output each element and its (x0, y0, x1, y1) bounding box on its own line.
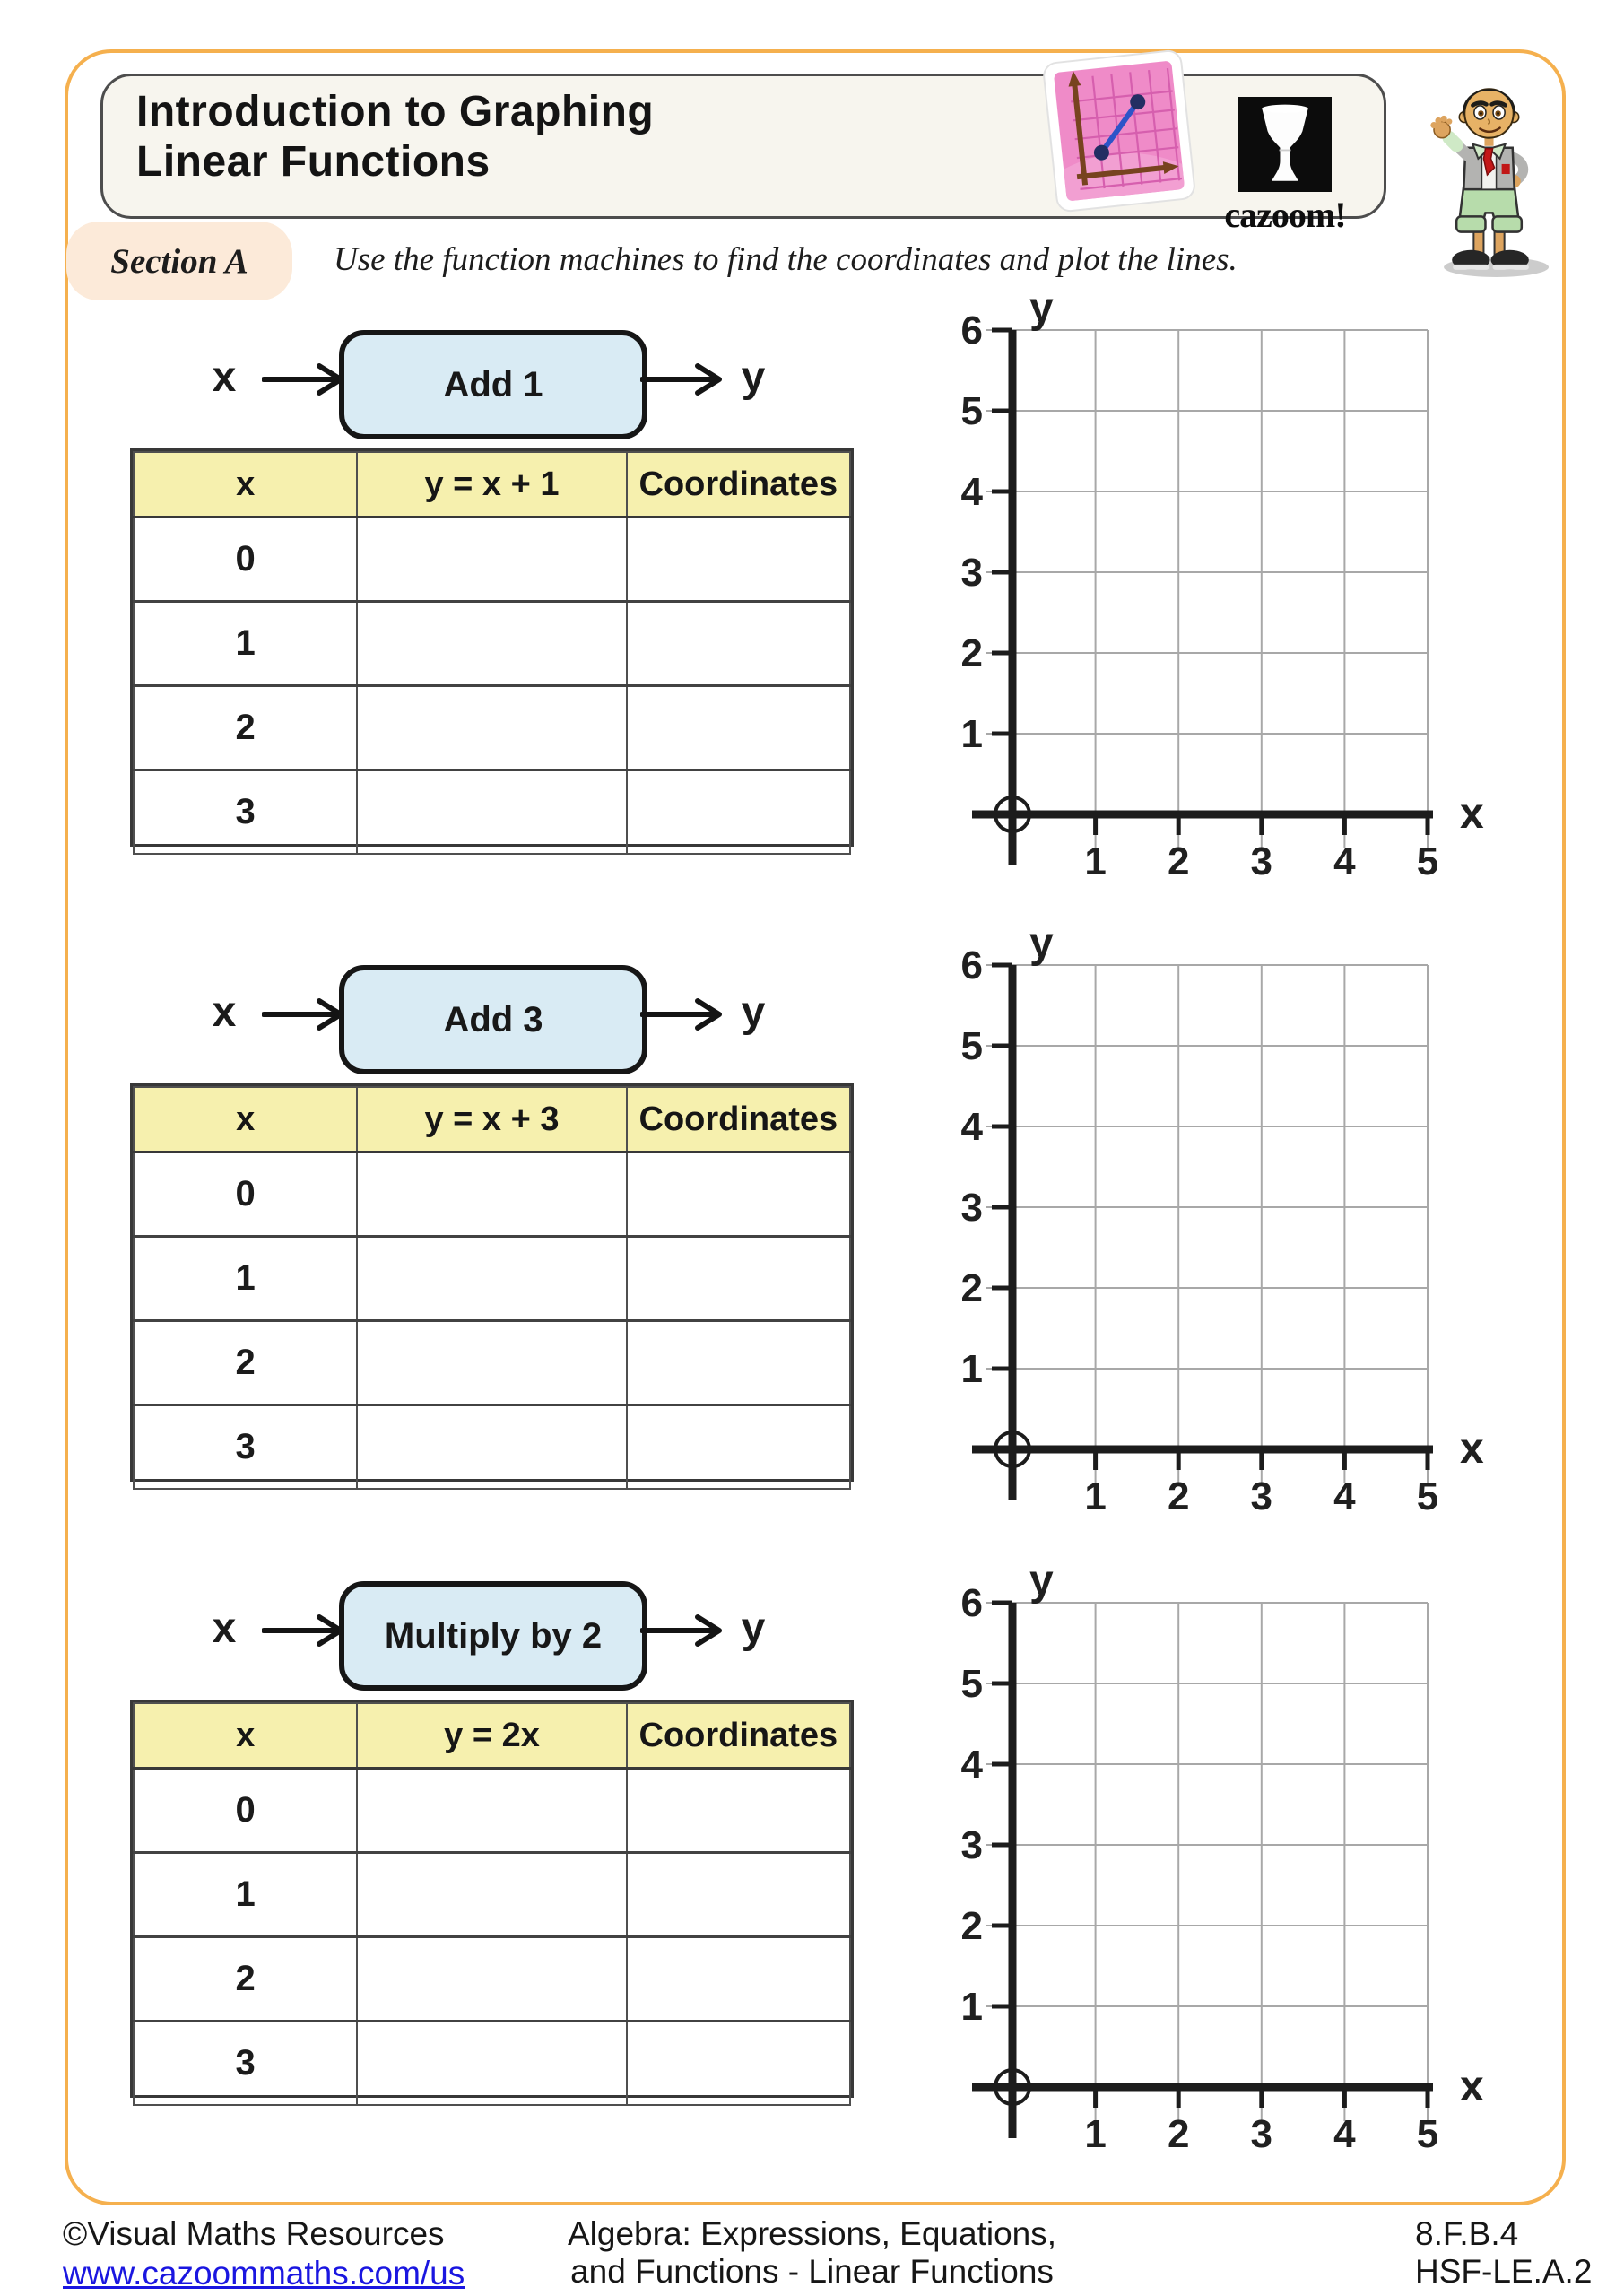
y-tick-label: 2 (960, 631, 983, 675)
table-row (134, 1769, 850, 1853)
answer-cell (357, 1937, 626, 2022)
table-row (134, 1152, 850, 1237)
x-tick-label: 2 (1167, 2112, 1190, 2156)
footer-topic-line2: and Functions - Linear Functions (570, 2253, 1054, 2290)
answer-cell (627, 2022, 850, 2106)
x-value-cell: 1 (134, 1853, 357, 1937)
table-header-x: x (134, 1703, 357, 1769)
arrow-right-icon (262, 1613, 344, 1648)
answer-cell (627, 1853, 850, 1937)
table-row (134, 1237, 850, 1321)
x-value-cell: 1 (134, 1237, 357, 1321)
answer-cell (357, 602, 626, 686)
y-tick-label: 5 (960, 1024, 983, 1068)
footer-topic-line1: Algebra: Expressions, Equations, (567, 2215, 1057, 2252)
table-row (134, 517, 850, 602)
x-value-cell: 0 (134, 1152, 357, 1237)
cazoom-logo (1218, 97, 1352, 236)
graph-card-icon (1039, 47, 1198, 215)
x-tick-label: 4 (1333, 1474, 1356, 1518)
answer-cell (627, 1769, 850, 1853)
footer-standards (1415, 2215, 1592, 2291)
coordinate-grid (951, 925, 1542, 1552)
x-tick-label: 3 (1250, 1474, 1273, 1518)
machine-input-label: x (212, 1605, 237, 1652)
footer-standard-line1: 8.F.B.4 (1415, 2215, 1519, 2252)
answer-cell (357, 770, 626, 855)
machine-output-label: y (741, 1605, 766, 1652)
answer-cell (357, 686, 626, 770)
coordinate-grid (951, 290, 1542, 918)
answer-cell (627, 1152, 850, 1237)
x-axis-label: x (1460, 2063, 1484, 2110)
x-tick-label: 3 (1250, 839, 1273, 883)
table-header-rule: y = 2x (357, 1703, 626, 1769)
machine-input-label: x (212, 353, 237, 401)
y-tick-label: 3 (960, 551, 983, 595)
x-tick-label: 3 (1250, 2112, 1273, 2156)
x-value-cell: 3 (134, 770, 357, 855)
table-header-rule: y = x + 1 (357, 452, 626, 517)
y-tick-label: 5 (960, 1662, 983, 1706)
footer-standard-line2: HSF-LE.A.2 (1415, 2253, 1593, 2290)
arrow-right-icon (262, 996, 344, 1032)
answer-cell (627, 1237, 850, 1321)
answer-cell (627, 1937, 850, 2022)
table-row (134, 1405, 850, 1490)
arrow-right-icon (640, 1613, 723, 1648)
y-tick-label: 5 (960, 389, 983, 433)
machine-operation-box (339, 1581, 647, 1691)
table-header-coordinates: Coordinates (627, 452, 850, 517)
x-axis-label: x (1460, 790, 1484, 838)
y-axis-label: y (1029, 290, 1054, 332)
table-row (134, 1321, 850, 1405)
table-header-rule: y = x + 3 (357, 1087, 626, 1152)
y-tick-label: 4 (960, 470, 983, 514)
y-tick-label: 1 (960, 1347, 983, 1391)
x-value-cell: 3 (134, 2022, 357, 2106)
x-tick-label: 1 (1084, 1474, 1107, 1518)
x-tick-label: 4 (1333, 839, 1356, 883)
footer-link[interactable]: www.cazoommaths.com/us (63, 2255, 465, 2292)
y-tick-label: 3 (960, 1186, 983, 1230)
x-tick-label: 2 (1167, 839, 1190, 883)
answer-cell (357, 2022, 626, 2106)
table-row (134, 686, 850, 770)
x-value-cell: 2 (134, 686, 357, 770)
machine-operation-box (339, 330, 647, 439)
answer-cell (627, 770, 850, 855)
x-tick-label: 4 (1333, 2112, 1356, 2156)
machine-operation-label: Multiply by 2 (384, 1615, 603, 1656)
x-value-cell: 0 (134, 517, 357, 602)
coordinate-grid (951, 1562, 1542, 2190)
y-tick-label: 4 (960, 1743, 983, 1787)
footer-copyright: ©Visual Maths Resources (63, 2215, 445, 2252)
machine-operation-label: Add 1 (443, 364, 543, 404)
section-instruction: Use the function machines to find the coordinates and plot the lines. (334, 241, 1238, 278)
answer-cell (627, 517, 850, 602)
table-header-coordinates: Coordinates (627, 1087, 850, 1152)
y-axis-label: y (1029, 925, 1054, 967)
x-tick-label: 5 (1416, 839, 1439, 883)
answer-cell (357, 1321, 626, 1405)
section-a-label: Section A (110, 241, 248, 281)
page-title-line2: Linear Functions (136, 138, 491, 186)
answer-cell (627, 1321, 850, 1405)
footer-topic (0, 2215, 1624, 2291)
answer-cell (357, 1152, 626, 1237)
table-row (134, 1853, 850, 1937)
answer-cell (357, 1405, 626, 1490)
values-table (130, 448, 854, 847)
arrow-right-icon (262, 361, 344, 397)
answer-cell (627, 686, 850, 770)
machine-output-label: y (741, 353, 766, 401)
x-tick-label: 1 (1084, 2112, 1107, 2156)
table-row (134, 770, 850, 855)
x-value-cell: 2 (134, 1321, 357, 1405)
values-table (130, 1083, 854, 1482)
arrow-right-icon (640, 361, 723, 397)
answer-cell (357, 1853, 626, 1937)
x-value-cell: 0 (134, 1769, 357, 1853)
y-tick-label: 3 (960, 1823, 983, 1867)
cazoom-logo-text: cazoom! (1224, 195, 1346, 235)
x-tick-label: 1 (1084, 839, 1107, 883)
y-tick-label: 6 (960, 1581, 983, 1625)
machine-input-label: x (212, 988, 237, 1036)
x-tick-label: 5 (1416, 2112, 1439, 2156)
answer-cell (357, 1237, 626, 1321)
x-value-cell: 1 (134, 602, 357, 686)
table-header-coordinates: Coordinates (627, 1703, 850, 1769)
y-tick-label: 2 (960, 1266, 983, 1310)
answer-cell (627, 1405, 850, 1490)
x-tick-label: 2 (1167, 1474, 1190, 1518)
machine-output-label: y (741, 988, 766, 1036)
answer-cell (357, 517, 626, 602)
values-table (130, 1700, 854, 2098)
arrow-right-icon (640, 996, 723, 1032)
table-header-x: x (134, 452, 357, 517)
y-tick-label: 6 (960, 944, 983, 987)
answer-cell (357, 1769, 626, 1853)
x-tick-label: 5 (1416, 1474, 1439, 1518)
y-tick-label: 2 (960, 1904, 983, 1948)
y-tick-label: 1 (960, 1985, 983, 2029)
boy-character-illustration (1415, 63, 1563, 280)
x-value-cell: 2 (134, 1937, 357, 2022)
x-value-cell: 3 (134, 1405, 357, 1490)
y-tick-label: 4 (960, 1105, 983, 1149)
y-tick-label: 6 (960, 309, 983, 352)
table-row (134, 1937, 850, 2022)
page-title-line1: Introduction to Graphing (136, 88, 655, 135)
table-row (134, 602, 850, 686)
table-row (134, 2022, 850, 2106)
section-a-badge (66, 222, 292, 300)
table-header-x: x (134, 1087, 357, 1152)
drum-icon (1238, 97, 1332, 192)
y-tick-label: 1 (960, 712, 983, 756)
machine-operation-box (339, 965, 647, 1074)
y-axis-label: y (1029, 1562, 1054, 1605)
answer-cell (627, 602, 850, 686)
machine-operation-label: Add 3 (443, 999, 543, 1039)
x-axis-label: x (1460, 1425, 1484, 1473)
